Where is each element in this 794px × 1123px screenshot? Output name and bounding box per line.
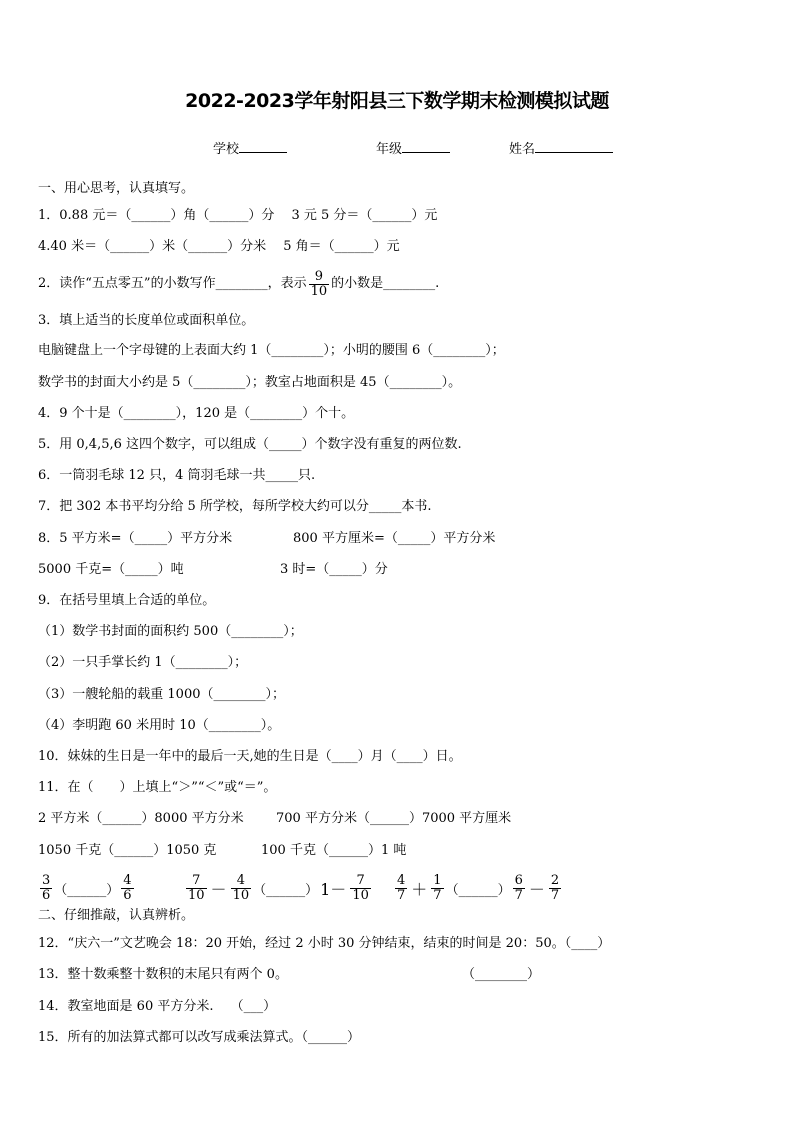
school-label: 学校 xyxy=(213,142,240,157)
question-9-1: （1）数学书封面的面积约 500（________）； xyxy=(38,624,303,639)
question-11b-1: 1050 千克（______）1050 克 xyxy=(38,843,217,858)
name-field xyxy=(509,138,613,157)
fraction xyxy=(513,874,525,903)
fraction xyxy=(431,874,443,903)
fraction xyxy=(350,874,371,903)
fraction xyxy=(121,874,133,903)
fraction xyxy=(40,874,52,903)
section-heading-2: 二、仔细推敲，认真辨析。 xyxy=(38,908,195,923)
numerator: 6 xyxy=(514,872,523,888)
question-9-2: （2）一只手掌长约 1（________）； xyxy=(38,655,248,670)
school-field xyxy=(213,138,287,157)
name-label: 姓名 xyxy=(509,142,536,157)
compare-group-3 xyxy=(393,868,563,908)
question-14: 14．教室地面是 60 平方分米. （___） xyxy=(38,999,277,1014)
question-4: 4．9 个十是（________），120 是（________）个十。 xyxy=(38,406,355,421)
question-8b-1: 5000 千克=（_____）吨 xyxy=(38,562,184,577)
compare-blank[interactable]: （______） xyxy=(253,882,319,898)
grade-label: 年级 xyxy=(376,142,403,157)
denominator: 10 xyxy=(232,887,250,903)
question-5: 5．用 0,4,5,6 这四个数字，可以组成（_____）个数字没有重复的两位数. xyxy=(38,437,462,452)
fraction xyxy=(231,874,252,903)
denominator: 7 xyxy=(397,887,406,903)
question-11c xyxy=(38,868,758,908)
fraction-denominator: 10 xyxy=(310,283,328,299)
denominator: 10 xyxy=(352,887,369,903)
fraction xyxy=(549,874,561,903)
grade-blank[interactable] xyxy=(402,138,450,153)
numerator: 3 xyxy=(42,872,51,888)
fraction-numerator: 9 xyxy=(314,268,323,284)
one-minus: 1－ xyxy=(320,879,347,899)
numerator: 4 xyxy=(123,872,132,888)
denominator: 7 xyxy=(514,887,523,903)
denominator: 7 xyxy=(433,887,442,903)
page-title: 2022-2023学年射阳县三下数学期末检测模拟试题 xyxy=(185,90,609,112)
compare-group-2 xyxy=(184,868,373,908)
compare-blank[interactable]: （______） xyxy=(445,882,511,898)
question-2 xyxy=(38,267,439,301)
question-2-pre: 2．读作“五点零五”的小数写作________，表示 xyxy=(38,276,307,291)
question-12: 12．“庆六一”文艺晚会 18：20 开始，经过 2 小时 30 分钟结束，结束的时间是 20：50。（____） xyxy=(38,936,611,951)
minus-sign: － xyxy=(210,879,227,899)
question-11a-1: 2 平方米（______）8000 平方分米 xyxy=(38,811,244,826)
denominator: 6 xyxy=(42,887,51,903)
question-8a-2: 800 平方厘米=（_____）平方分米 xyxy=(293,531,496,546)
question-1a: 1．0.88 元＝（______）角（______）分 3 元 5 分＝（______）元 xyxy=(38,208,438,223)
question-9-4: （4）李明跑 60 米用时 10（________）。 xyxy=(38,718,281,733)
question-9-3: （3）一艘轮船的载重 1000（________）； xyxy=(38,687,285,702)
question-10: 10．妹妹的生日是一年中的最后一天,她的生日是（____）月（____）日。 xyxy=(38,749,462,764)
question-8b-2: 3 时=（_____）分 xyxy=(280,562,388,577)
fraction xyxy=(395,874,407,903)
denominator: 7 xyxy=(550,887,560,903)
question-3a: 电脑键盘上一个字母键的上表面大约 1（________）；小明的腰围 6（________）； xyxy=(38,343,505,358)
question-11b-2: 100 千克（______）1 吨 xyxy=(261,843,407,858)
compare-blank[interactable]: （______） xyxy=(54,882,120,898)
numerator: 4 xyxy=(397,872,406,888)
numerator: 2 xyxy=(550,872,560,888)
question-9: 9．在括号里填上合适的单位。 xyxy=(38,593,216,608)
section-heading-1: 一、用心思考，认真填写。 xyxy=(38,181,195,196)
grade-field xyxy=(376,138,450,157)
question-13-blank[interactable]: （________） xyxy=(462,967,541,982)
minus-sign: － xyxy=(528,879,545,899)
name-blank[interactable] xyxy=(535,138,613,153)
question-8a-1: 8．5 平方米=（_____）平方分米 xyxy=(38,531,233,546)
numerator: 7 xyxy=(192,872,201,888)
question-13: 13．整十数乘整十数积的末尾只有两个 0。 xyxy=(38,967,288,982)
numerator: 4 xyxy=(236,872,245,888)
question-3b: 数学书的封面大小约是 5（________）；教室占地面积是 45（________）。 xyxy=(38,375,462,390)
numerator: 7 xyxy=(356,872,365,888)
question-3: 3．填上适当的长度单位或面积单位。 xyxy=(38,313,255,328)
question-7: 7．把 302 本书平均分给 5 所学校，每所学校大约可以分_____本书. xyxy=(38,499,432,514)
question-1b: 4.40 米＝（______）米（______）分米 5 角＝（______）元 xyxy=(38,239,400,254)
question-11: 11．在（ ）上填上“＞”“＜”或“＝”。 xyxy=(38,780,277,795)
denominator: 10 xyxy=(188,887,205,903)
denominator: 6 xyxy=(123,887,132,903)
compare-group-1 xyxy=(38,868,136,908)
question-2-post: 的小数是________. xyxy=(331,276,440,291)
numerator: 1 xyxy=(433,872,442,888)
fraction-9-10 xyxy=(309,270,330,299)
plus-sign: ＋ xyxy=(411,879,428,899)
school-blank[interactable] xyxy=(239,138,287,153)
fraction xyxy=(186,874,207,903)
question-6: 6．一筒羽毛球 12 只，4 筒羽毛球一共_____只. xyxy=(38,468,316,483)
question-15: 15．所有的加法算式都可以改写成乘法算式。（______） xyxy=(38,1030,361,1045)
question-11a-2: 700 平方分米（______）7000 平方厘米 xyxy=(276,811,512,826)
